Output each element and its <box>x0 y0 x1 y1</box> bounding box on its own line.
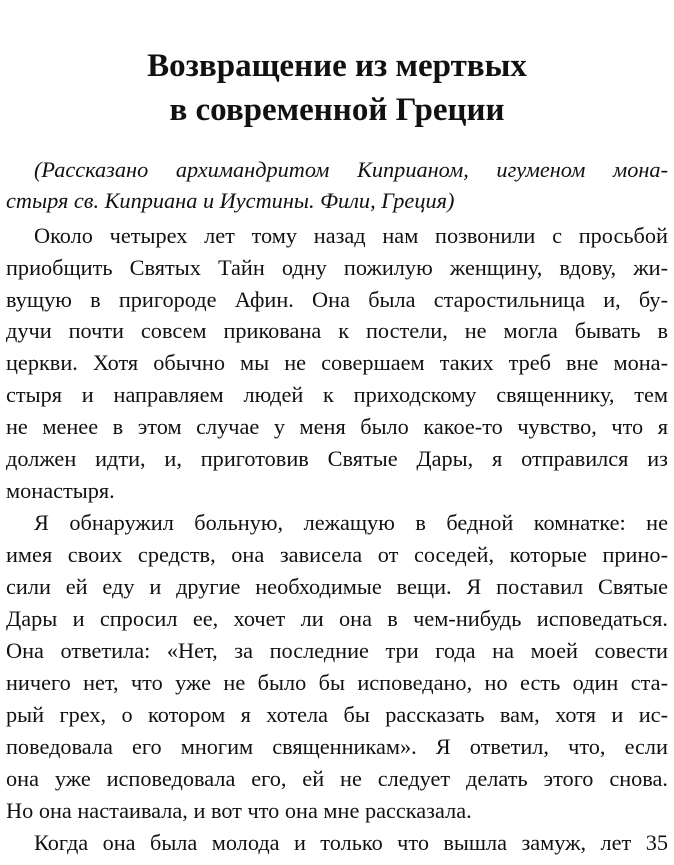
text-line: рый грех, о котором я хотела бы рассказать вам, хотя и ис- <box>6 702 668 727</box>
text-line: Когда она была молода и только что вышла замуж, лет 35 <box>34 830 668 855</box>
text-line: дучи почти совсем прикована к постели, не могла бывать в <box>6 318 668 343</box>
text-line: имея своих средств, она зависела от соседей, которые прино- <box>6 542 668 567</box>
text-line: ничего нет, что уже не было бы исповедано, но есть один ста- <box>6 670 668 695</box>
text-line: Около четырех лет тому назад нам позвонили с просьбой <box>34 223 668 248</box>
text-line: Я обнаружил больную, лежащую в бедной комнатке: не <box>34 510 668 535</box>
title-line-2: в современной Греции <box>169 92 505 128</box>
text-line: вущую в пригороде Афин. Она была старостильница и, бу- <box>6 287 668 312</box>
text-line: стыря и направляем людей к приходскому священнику, тем <box>6 382 668 407</box>
title-line-1: Возвращение из мертвых <box>147 48 527 84</box>
page-title <box>0 44 674 132</box>
attribution-line: (Рассказано архимандритом Киприаном, игуменом мона- <box>34 157 668 182</box>
text-line: должен идти, и, приготовив Святые Дары, я отправился из <box>6 446 668 471</box>
text-line: Дары и спросил ее, хочет ли она в чем-нибудь исповедаться. <box>6 606 668 631</box>
text-line: она уже исповедовала его, ей не следует делать этого снова. <box>6 766 668 791</box>
attribution-line: стыря св. Киприана и Иустины. Фили, Греция) <box>6 188 455 213</box>
text-line: Она ответила: «Нет, за последние три года на моей совести <box>6 638 668 663</box>
text-line: церкви. Хотя обычно мы не совершаем таких треб вне мона- <box>6 350 668 375</box>
text-line: сили ей еду и другие необходимые вещи. Я поставил Святые <box>6 574 668 599</box>
text-line: не менее в этом случае у меня было какое-то чувство, что я <box>6 414 668 439</box>
text-line: монастыря. <box>6 478 115 503</box>
text-line: поведовала его многим священникам». Я ответил, что, если <box>6 734 668 759</box>
text-line: Но она настаивала, и вот что она мне рассказала. <box>6 798 472 823</box>
text-line: приобщить Святых Тайн одну пожилую женщину, вдову, жи- <box>6 255 668 280</box>
